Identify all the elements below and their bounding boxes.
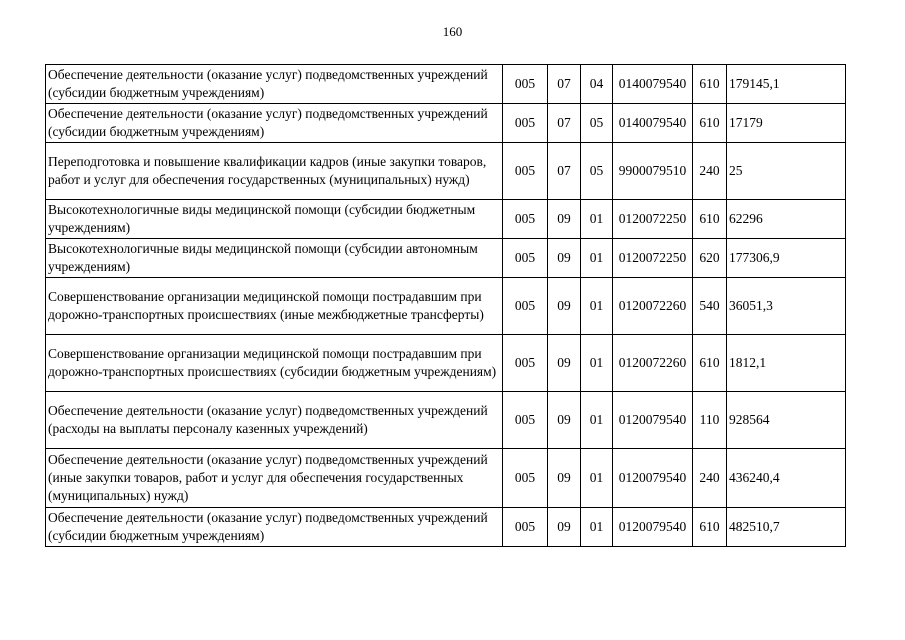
amount-value: 36051,3	[727, 278, 846, 335]
amount-value: 62296	[727, 200, 846, 239]
section-code: 07	[548, 65, 581, 104]
expense-description: Обеспечение деятельности (оказание услуг) подведомственных учреждений (субсидии бюджетным учреждениям)	[46, 508, 503, 547]
amount-value: 436240,4	[727, 449, 846, 508]
subsection-code: 01	[581, 449, 613, 508]
amount-value: 1812,1	[727, 335, 846, 392]
expense-type-code: 610	[693, 104, 727, 143]
amount-value: 928564	[727, 392, 846, 449]
section-code: 09	[548, 449, 581, 508]
section-code: 09	[548, 508, 581, 547]
table-row	[46, 278, 846, 335]
ministry-code: 005	[503, 278, 548, 335]
section-code: 09	[548, 200, 581, 239]
amount-value: 25	[727, 143, 846, 200]
subsection-code: 01	[581, 278, 613, 335]
ministry-code: 005	[503, 65, 548, 104]
ministry-code: 005	[503, 104, 548, 143]
table-row	[46, 392, 846, 449]
section-code: 09	[548, 392, 581, 449]
subsection-code: 05	[581, 143, 613, 200]
ministry-code: 005	[503, 143, 548, 200]
amount-value: 177306,9	[727, 239, 846, 278]
table-row	[46, 239, 846, 278]
expense-type-code: 620	[693, 239, 727, 278]
page-number: 160	[442, 24, 463, 39]
table-row	[46, 335, 846, 392]
table-row	[46, 449, 846, 508]
section-code: 09	[548, 239, 581, 278]
table-row	[46, 65, 846, 104]
expense-description: Высокотехнологичные виды медицинской помощи (субсидии автономным учреждениям)	[46, 239, 503, 278]
subsection-code: 01	[581, 200, 613, 239]
table-row	[46, 143, 846, 200]
expense-description: Обеспечение деятельности (оказание услуг) подведомственных учреждений (субсидии бюджетным учреждениям)	[46, 65, 503, 104]
expense-type-code: 610	[693, 65, 727, 104]
expense-description: Обеспечение деятельности (оказание услуг) подведомственных учреждений (расходы на выплаты персоналу казенных учреждений)	[46, 392, 503, 449]
expense-type-code: 110	[693, 392, 727, 449]
subsection-code: 01	[581, 508, 613, 547]
expense-description: Высокотехнологичные виды медицинской помощи (субсидии бюджетным учреждениям)	[46, 200, 503, 239]
expense-type-code: 610	[693, 200, 727, 239]
expense-type-code: 610	[693, 335, 727, 392]
subsection-code: 04	[581, 65, 613, 104]
subsection-code: 01	[581, 335, 613, 392]
target-article-code: 0120079540	[613, 392, 693, 449]
target-article-code: 0140079540	[613, 104, 693, 143]
section-code: 09	[548, 278, 581, 335]
amount-value: 482510,7	[727, 508, 846, 547]
expense-type-code: 540	[693, 278, 727, 335]
ministry-code: 005	[503, 335, 548, 392]
ministry-code: 005	[503, 449, 548, 508]
target-article-code: 0120072260	[613, 278, 693, 335]
ministry-code: 005	[503, 200, 548, 239]
target-article-code: 0120072250	[613, 239, 693, 278]
expense-description: Обеспечение деятельности (оказание услуг) подведомственных учреждений (субсидии бюджетным учреждениям)	[46, 104, 503, 143]
amount-value: 179145,1	[727, 65, 846, 104]
expense-description: Совершенствование организации медицинской помощи пострадавшим при дорожно-транспортных происшествиях (субсидии бюджетным учреждениям)	[46, 335, 503, 392]
ministry-code: 005	[503, 508, 548, 547]
ministry-code: 005	[503, 392, 548, 449]
budget-table	[45, 64, 846, 547]
target-article-code: 0120079540	[613, 449, 693, 508]
expense-type-code: 240	[693, 143, 727, 200]
table-row	[46, 200, 846, 239]
target-article-code: 0120072260	[613, 335, 693, 392]
amount-value: 17179	[727, 104, 846, 143]
target-article-code: 0140079540	[613, 65, 693, 104]
expense-description: Совершенствование организации медицинской помощи пострадавшим при дорожно-транспортных происшествиях (иные межбюджетные трансферты)	[46, 278, 503, 335]
target-article-code: 9900079510	[613, 143, 693, 200]
subsection-code: 05	[581, 104, 613, 143]
ministry-code: 005	[503, 239, 548, 278]
expense-type-code: 240	[693, 449, 727, 508]
subsection-code: 01	[581, 239, 613, 278]
expense-description: Переподготовка и повышение квалификации кадров (иные закупки товаров, работ и услуг для обеспечения государственных (муниципальных) нужд)	[46, 143, 503, 200]
section-code: 07	[548, 143, 581, 200]
table-row	[46, 104, 846, 143]
target-article-code: 0120072250	[613, 200, 693, 239]
target-article-code: 0120079540	[613, 508, 693, 547]
section-code: 09	[548, 335, 581, 392]
subsection-code: 01	[581, 392, 613, 449]
section-code: 07	[548, 104, 581, 143]
expense-description: Обеспечение деятельности (оказание услуг) подведомственных учреждений (иные закупки товаров, работ и услуг для обеспечения государственных (муниципальных) нужд)	[46, 449, 503, 508]
expense-type-code: 610	[693, 508, 727, 547]
table-row	[46, 508, 846, 547]
